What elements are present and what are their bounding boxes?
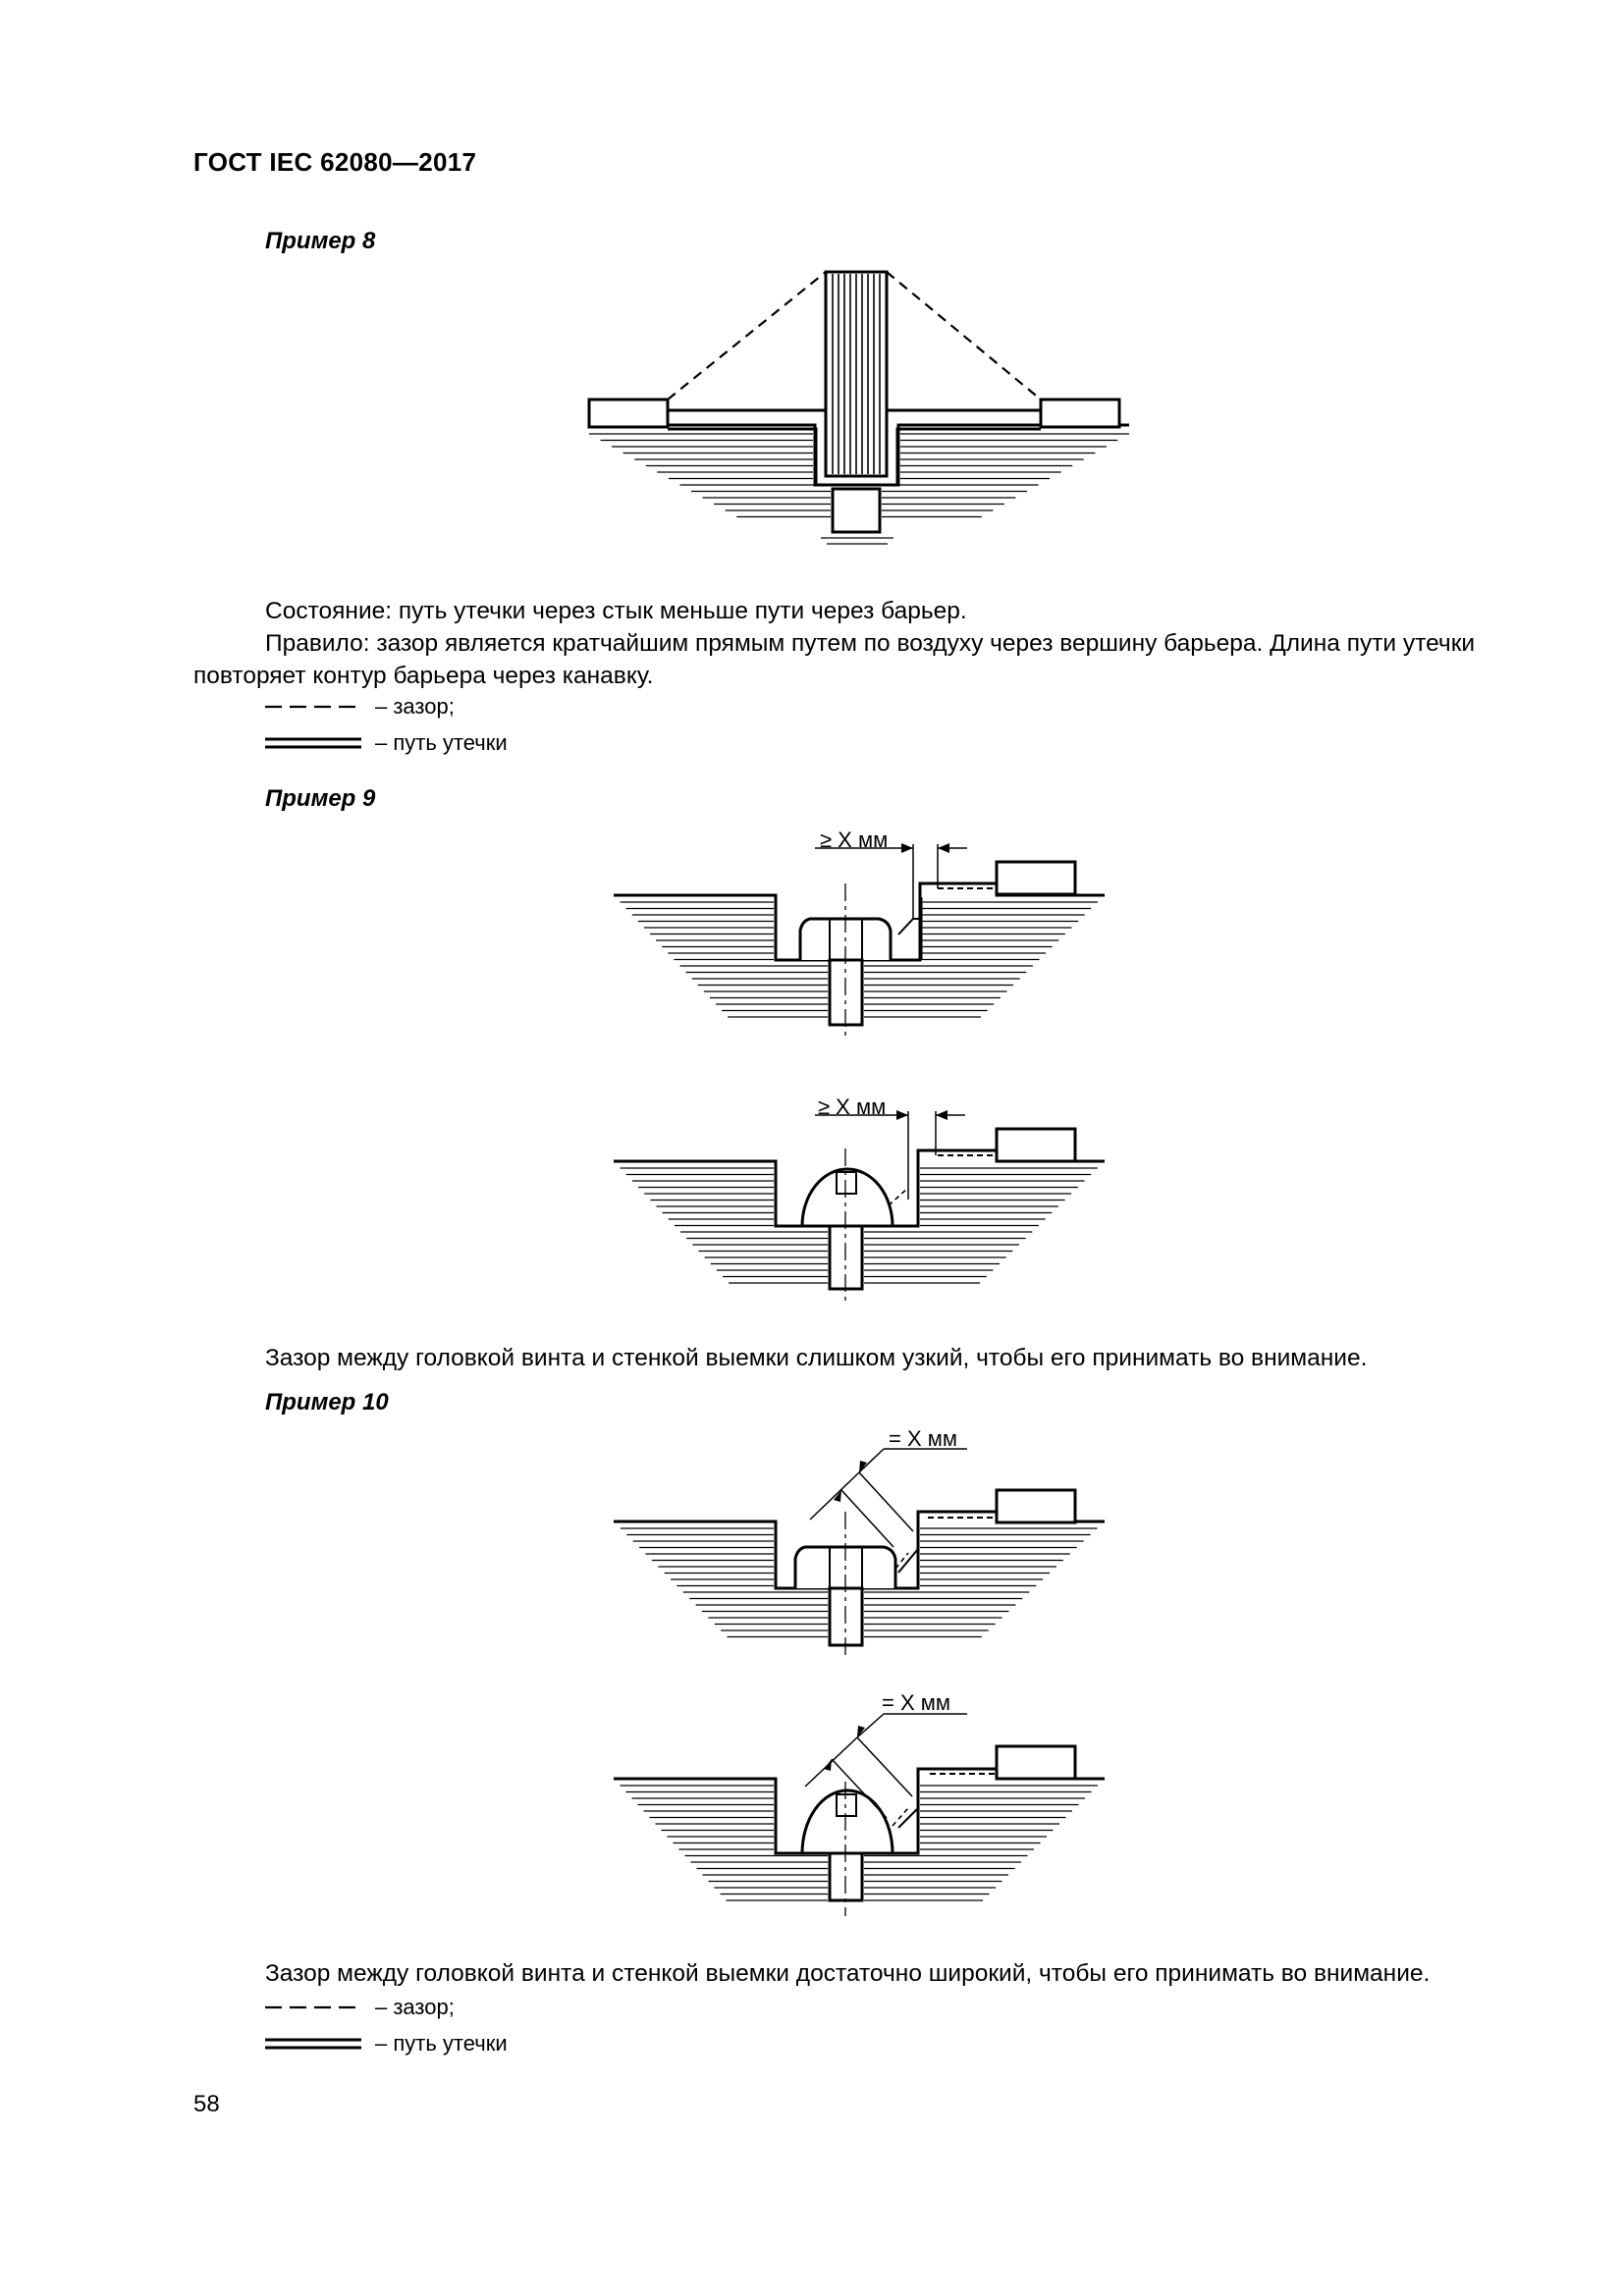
example-10-title: Пример 10 [265, 1389, 389, 1415]
legend-clearance-label: – зазор; [375, 694, 455, 719]
example-10-caption: Зазор между головкой винта и стенкой выемки достаточно широкий, чтобы его принимать во внимание. [265, 1960, 1431, 1987]
legend-creepage-label: – путь утечки [375, 730, 508, 755]
dashed-line-icon [265, 2002, 361, 2013]
example-8-figure [579, 265, 1129, 569]
example-9-caption: Зазор между головкой винта и стенкой выемки слишком узкий, чтобы его принимать во внимание. [265, 1345, 1368, 1371]
example-10-dimension-label-b: = X мм [882, 1690, 950, 1715]
example-8-title: Пример 8 [265, 228, 376, 254]
example-8-rule-line1: Правило: зазор является кратчайшим прямым путем по воздуху через вершину барьера. Длина пути утечки [265, 630, 1476, 657]
legend-creepage-2 [265, 2029, 508, 2058]
legend-creepage [265, 728, 508, 758]
legend-creepage-label: – путь утечки [375, 2031, 508, 2056]
example-8-condition: Состояние: путь утечки через стык меньше пути через барьер. [265, 598, 967, 624]
example-10-dimension-label-a: = X мм [889, 1426, 957, 1451]
example-9-figure-round-head [614, 1090, 1105, 1315]
dashed-line-icon [265, 701, 361, 713]
double-line-icon [265, 2036, 361, 2052]
document-code: ГОСТ IEC 62080—2017 [193, 147, 477, 177]
example-9-figure-hex-head [614, 825, 1105, 1050]
legend-clearance [265, 692, 455, 721]
example-8-rule-line2: повторяет контур барьера через канавку. [193, 663, 654, 689]
example-9-dimension-label-b: ≥ X мм [818, 1095, 887, 1119]
example-9-title: Пример 9 [265, 785, 376, 812]
example-10-figure-hex-head [614, 1433, 1105, 1669]
example-10-figure-round-head [614, 1688, 1105, 1924]
double-line-icon [265, 735, 361, 751]
example-9-dimension-label-a: ≥ X мм [820, 828, 889, 852]
legend-clearance-2 [265, 1993, 455, 2022]
page-number: 58 [193, 2091, 220, 2117]
legend-clearance-label: – зазор; [375, 1995, 455, 2019]
